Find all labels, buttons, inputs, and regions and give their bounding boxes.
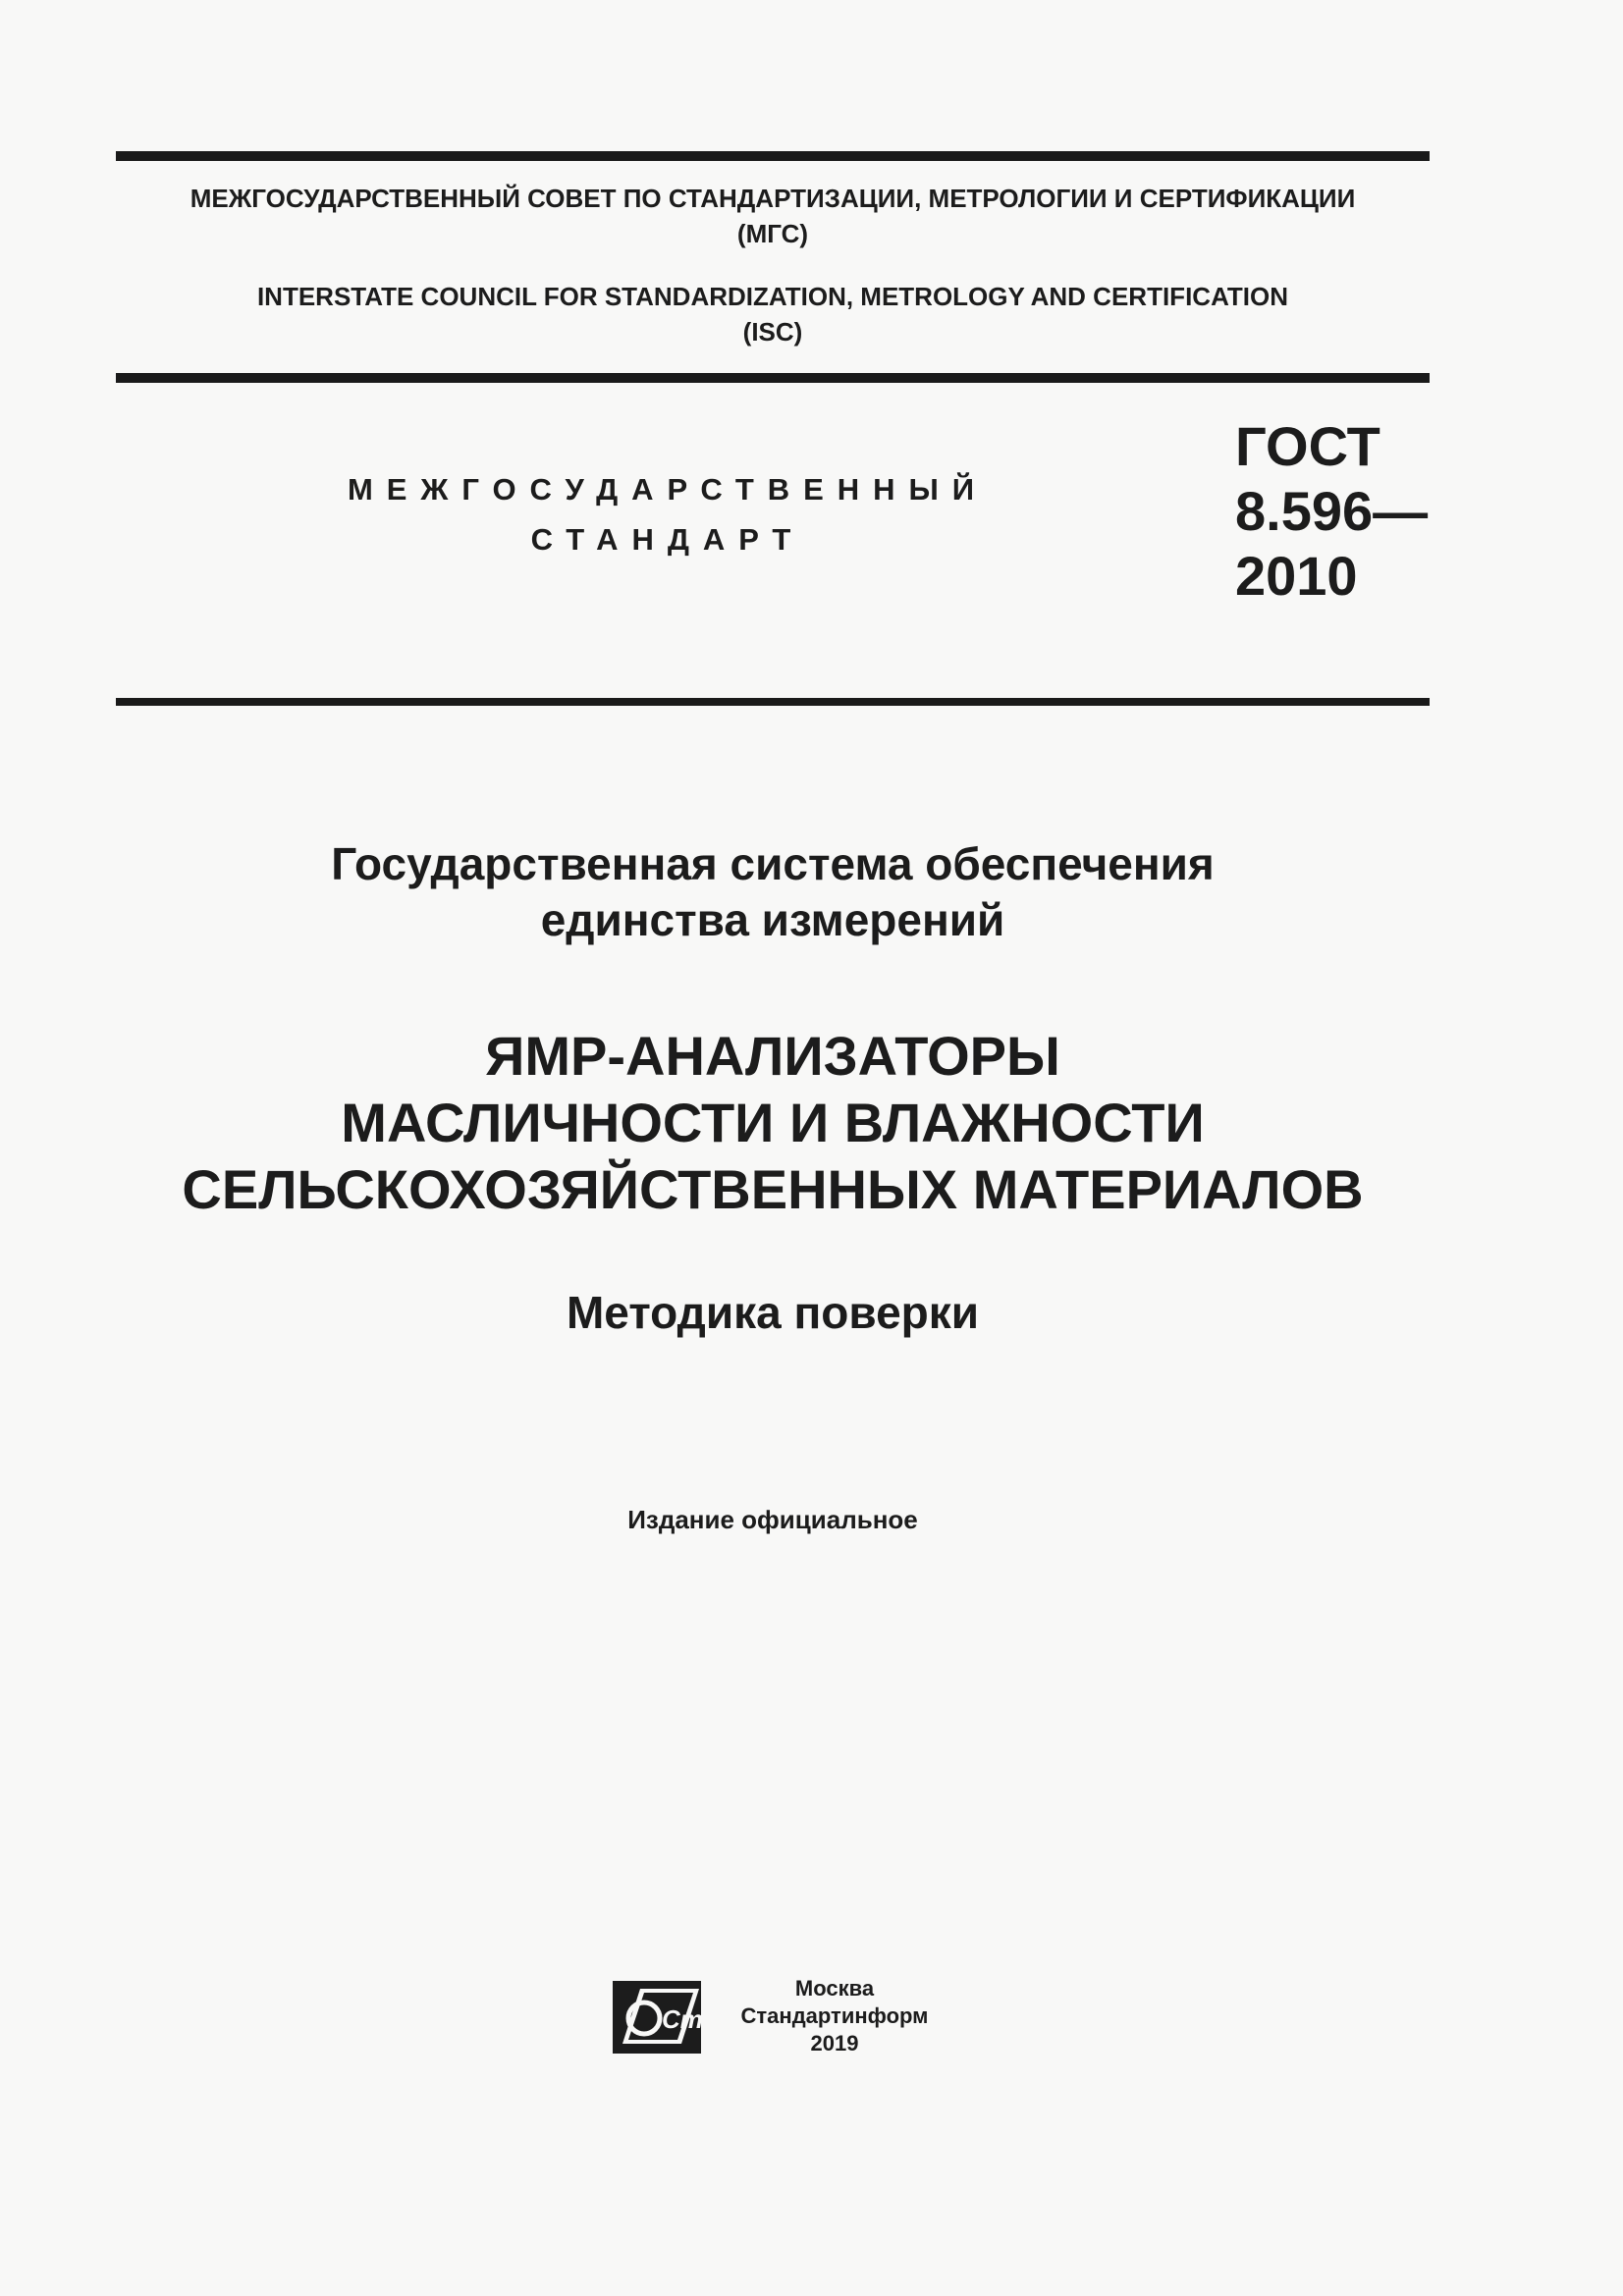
edition-label: Издание официальное (627, 1505, 918, 1534)
publisher-block (727, 1975, 943, 2057)
document-title-line3: СЕЛЬСКОХОЗЯЙСТВЕННЫХ МАТЕРИАЛОВ (182, 1158, 1364, 1220)
header-bottom-rule (116, 373, 1430, 383)
designation-number: 8.596— (1235, 480, 1429, 542)
system-title-line1: Государственная система обеспечения (331, 838, 1215, 889)
standard-kind-line2: СТАНДАРТ (530, 522, 805, 557)
designation-bottom-rule (116, 698, 1430, 706)
document-title-line1: ЯМР-АНАЛИЗАТОРЫ (485, 1025, 1060, 1087)
designation-year: 2010 (1235, 545, 1358, 607)
council-abbr-en: (ISC) (742, 317, 803, 347)
top-rule (116, 151, 1430, 161)
standartinform-logo-icon (611, 1979, 722, 2056)
publisher-city: Москва (794, 1976, 875, 2001)
council-name-en (116, 279, 1430, 349)
logo-letters: СтИ (662, 2004, 722, 2034)
publication-year: 2019 (810, 2031, 859, 2056)
standard-designation (1235, 414, 1428, 609)
document-title-line2: МАСЛИЧНОСТИ И ВЛАЖНОСТИ (341, 1092, 1205, 1153)
document-subtitle: Методика поверки (566, 1287, 980, 1338)
designation-prefix: ГОСТ (1235, 415, 1380, 477)
document-title (116, 1023, 1430, 1223)
system-title (116, 836, 1430, 948)
standard-kind-line1: МЕЖГОСУДАРСТВЕННЫЙ (348, 472, 988, 507)
council-name-ru (116, 181, 1430, 251)
council-name-en-line1: INTERSTATE COUNCIL FOR STANDARDIZATION, METROLOGY AND CERTIFICATION (256, 282, 1289, 311)
council-abbr-ru: (МГС) (736, 219, 809, 248)
system-title-line2: единства измерений (540, 894, 1005, 945)
council-name-ru-line1: МЕЖГОСУДАРСТВЕННЫЙ СОВЕТ ПО СТАНДАРТИЗАЦИИ, МЕТРОЛОГИИ И СЕРТИФИКАЦИИ (189, 184, 1356, 213)
publisher-name: Стандартинформ (740, 2003, 929, 2028)
